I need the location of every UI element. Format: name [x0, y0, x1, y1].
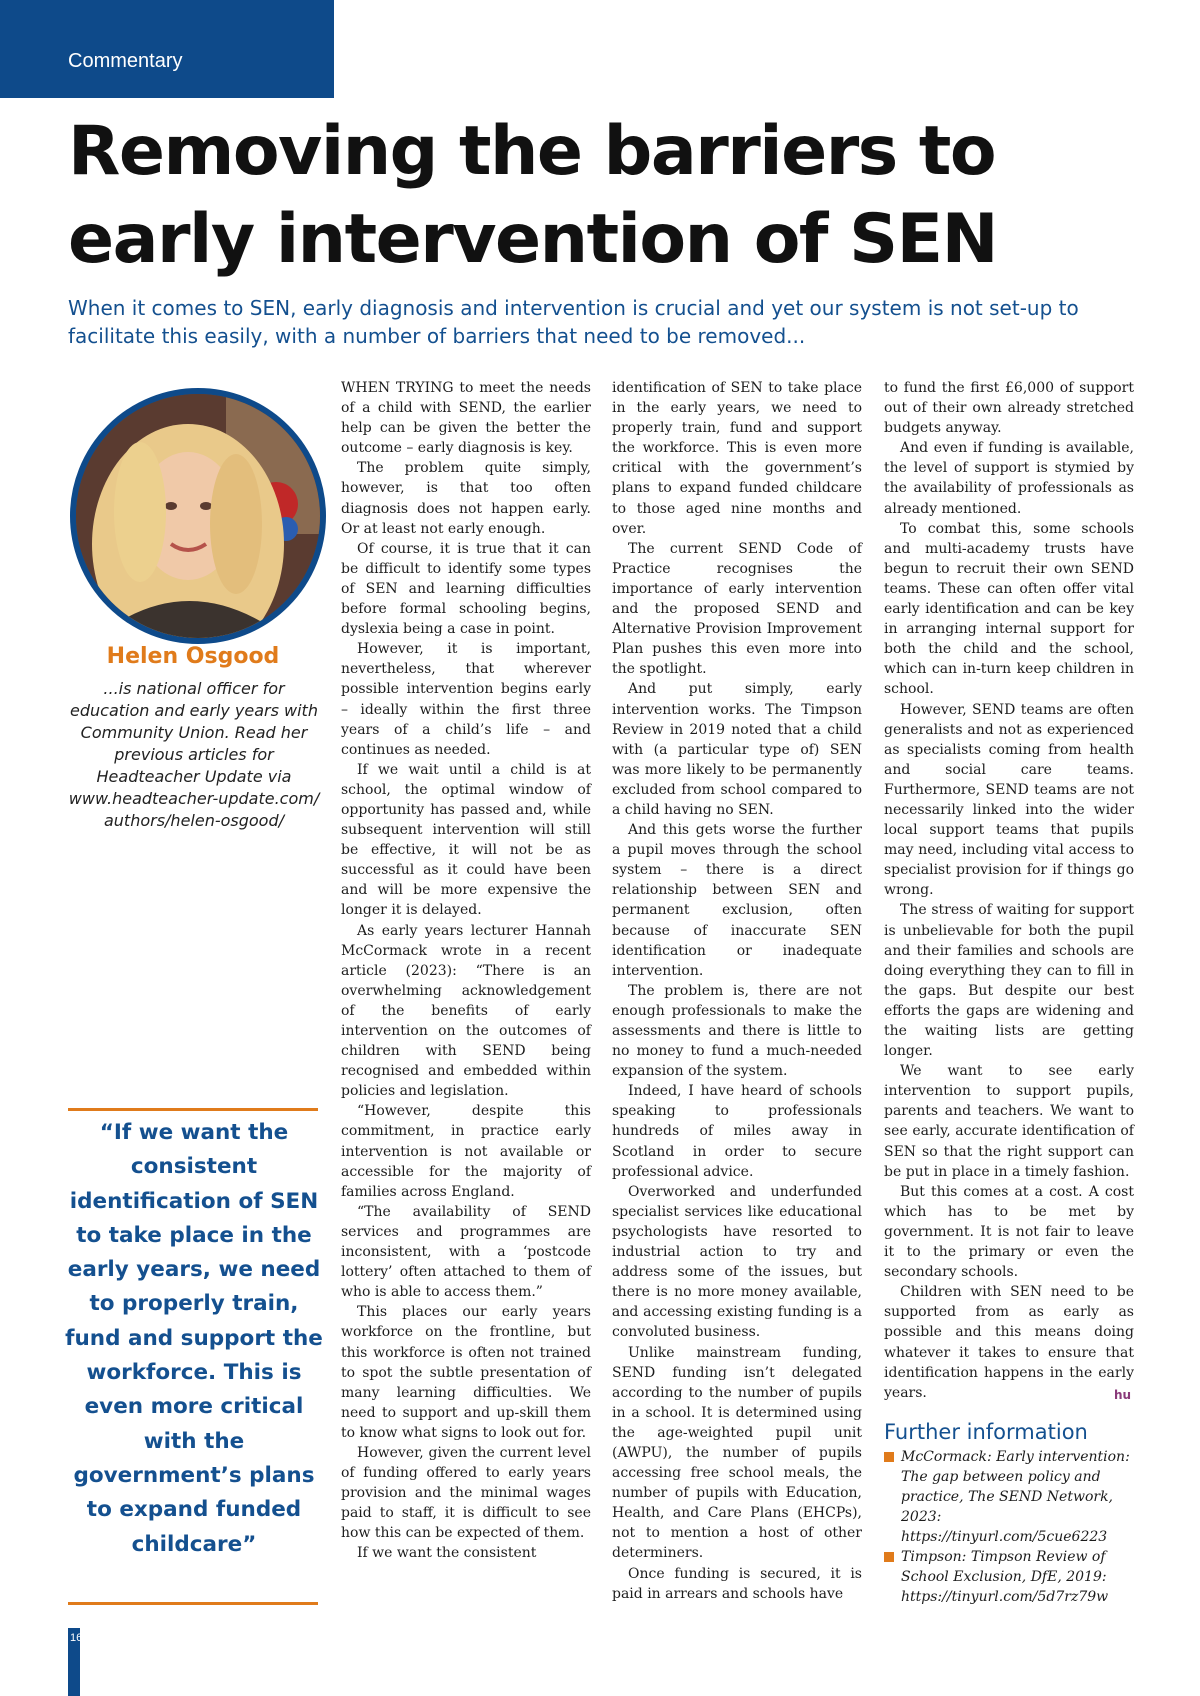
pull-quote: “If we want the consistent identification of SEN to take place in the early years, we need to properly train, fund and support the workforce. This is even more critical with the government’s plans to expand funded childcare” [65, 1120, 323, 1557]
paragraph: However, it is important, nevertheless, that wherever possible intervention begins early – ideally within the first three years of a child’s life – and continues as needed. [341, 641, 591, 758]
portrait-photo-icon [76, 394, 320, 638]
further-info-heading: Further information [884, 1419, 1088, 1444]
section-label: Commentary [68, 50, 183, 72]
paragraph: However, SEND teams are often generalists and not as experienced as specialists coming from health and social care teams. Furthermore, SEND teams are not necessarily linked into the wider local support teams that pupils may need, including vital access to specialist provision for if things go wrong. [884, 701, 1134, 899]
paragraph: If we want the consistent [357, 1545, 537, 1562]
paragraph: The problem is, there are not enough professionals to make the assessments and there is little to no money to fund a much-needed expansion of the system. [612, 982, 862, 1080]
paragraph: The problem quite simply, however, is that too often diagnosis does not happen early. Or at least not early enough. [341, 460, 591, 537]
paragraph: And this gets worse the further a pupil moves through the school system – there is a direct relationship between SEN and permanent exclusion, often because of inaccurate SEN identification or inadequate intervention. [612, 822, 862, 979]
paragraph: identification of SEN to take place in the early years, we need to properly train, fund and support the workforce. This is even more critical with the government’s plans to expand funded childcare to those aged nine months and over. [612, 380, 862, 537]
paragraph: However, given the current level of funding offered to early years provision and the minimal wages paid to staff, it is difficult to see how this can be expected of them. [341, 1444, 591, 1542]
paragraph: And even if funding is available, the level of support is stymied by the availability of professionals as already mentioned. [884, 440, 1134, 517]
paragraph: The stress of waiting for support is unbelievable for both the pupil and their families and schools are doing everything they can to fill in the gaps. But despite our best efforts the gaps are widening and the waiting lists are getting longer. [884, 902, 1134, 1060]
paragraph: If we wait until a child is at school, the optimal window of opportunity has passed and, while subsequent intervention will still be effective, it will not be as successful as it could have been and will be more expensive the longer it is delayed. [341, 761, 591, 919]
further-info-item [884, 1447, 1134, 1547]
page-number: 16 [70, 1632, 83, 1644]
paragraph: WHEN TRYING to meet the needs of a child with SEND, the earlier help can be given the better the outcome – early diagnosis is key. [341, 380, 591, 457]
paragraph: “The availability of SEND services and programmes are inconsistent, with a ‘postcode lottery’ often attached to them of who is able to access them.” [341, 1203, 591, 1301]
paragraph: This places our early years workforce on the frontline, but this workforce is often not trained to spot the subtle presentation of many learning difficulties. We need to support and up-skill them to know what signs to look out for. [341, 1304, 591, 1441]
further-info-item [884, 1547, 1134, 1607]
further-info-list [884, 1447, 1134, 1608]
body-column-3 [884, 378, 1134, 1608]
body-column-1 [341, 378, 591, 1564]
author-name: Helen Osgood [106, 644, 280, 669]
orange-square-bullet-icon [884, 1452, 894, 1462]
author-bio: ...is national officer for education and early years with Community Union. Read her previous articles for Headteacher Update via www.headteacher-update.com/ authors/helen-osgood/ [68, 679, 320, 830]
paragraph: To combat this, some schools and multi-academy trusts have begun to recruit their own SEND teams. These can often offer vital early identification and can be key in arranging internal support for both the child and the school, which can in-turn keep children in school. [884, 520, 1134, 698]
author-portrait [70, 388, 326, 644]
pull-quote-bottom-rule [68, 1602, 318, 1605]
paragraph: The current SEND Code of Practice recognises the importance of early intervention and the proposed SEND and Alternative Provision Improvement Plan pushes this even more into the spotlight. [612, 540, 862, 678]
article-standfirst: When it comes to SEN, early diagnosis and intervention is crucial and yet our system is not set-up to facilitate this easily, with a number of barriers that need to be removed... [68, 296, 1079, 348]
reference-text: McCormack: Early intervention: The gap between policy and practice, The SEND Network, 2023: https://tinyurl.com/5cue6223 [901, 1448, 1130, 1546]
pull-quote-top-rule [68, 1108, 318, 1111]
paragraph: And put simply, early intervention works. The Timpson Review in 2019 noted that a child with (a particular type of) SEN was more likely to be permanently excluded from school compared to a child having no SEN. [612, 681, 862, 818]
paragraph: As early years lecturer Hannah McCormack wrote in a recent article (2023): “There is an overwhelming acknowledgement of the benefits of early intervention on the outcomes of children with SEND being recognised and embedded within policies and legislation. [341, 922, 591, 1100]
article-title: Removing the barriers to early intervention of SEN [68, 112, 998, 279]
reference-text: Timpson: Timpson Review of School Exclusion, DfE, 2019: https://tinyurl.com/5d7rz79w [901, 1549, 1109, 1606]
paragraph: to fund the first £6,000 of support out of their own already stretched budgets anyway. [884, 380, 1134, 437]
paragraph: Children with SEN need to be supported from as early as possible and this means doing whatever it takes to ensure that identification happens in the early years. [884, 1284, 1134, 1401]
orange-square-bullet-icon [884, 1552, 894, 1562]
paragraph: But this comes at a cost. A cost which has to be met by government. It is not fair to leave it to the primary or even the secondary schools. [884, 1183, 1134, 1281]
paragraph: Of course, it is true that it can be difficult to identify some types of SEN and learning difficulties before formal schooling begins, dyslexia being a case in point. [341, 540, 591, 638]
section-tab [0, 0, 334, 98]
body-column-2 [612, 378, 862, 1604]
paragraph: We want to see early intervention to support pupils, parents and teachers. We want to see early, accurate identification of SEN so that the right support can be put in place in a timely fashion. [884, 1063, 1134, 1180]
paragraph: “However, despite this commitment, in practice early intervention is not available or accessible for the majority of families across England. [341, 1103, 591, 1200]
publication-logo-icon: hu [1114, 1388, 1132, 1402]
paragraph: Indeed, I have heard of schools speaking to professionals hundreds of miles away in Scotland in order to secure professional advice. [612, 1083, 862, 1180]
paragraph: Unlike mainstream funding, SEND funding isn’t delegated according to the number of pupils in a school. It is determined using the age-weighted pupil unit (AWPU), the number of pupils accessing free school meals, the number of pupils with Education, Health, and Care Plans (EHCPs), not to mention a host of other determiners. [612, 1344, 862, 1562]
paragraph: Overworked and underfunded specialist services like educational psychologists have resorted to industrial action to try and address some of the issues, but there is no more money available, and accessing existing funding is a convoluted business. [612, 1183, 862, 1341]
paragraph: Once funding is secured, it is paid in arrears and schools have [612, 1565, 862, 1602]
